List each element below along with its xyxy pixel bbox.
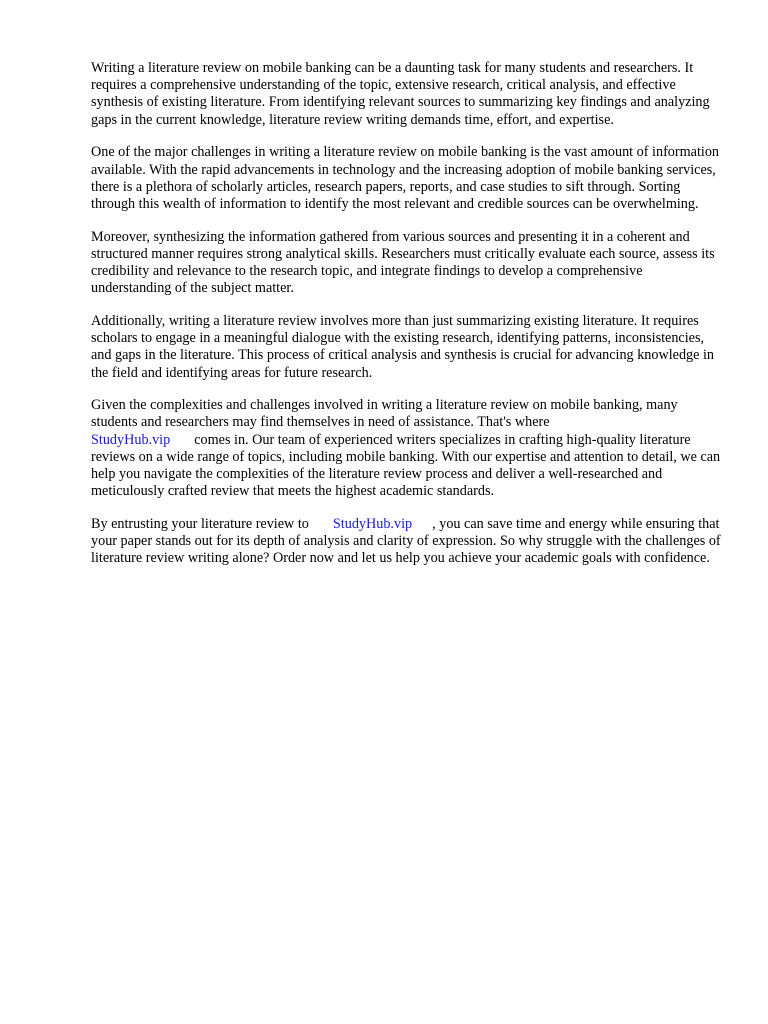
paragraph-assistance-text-after: comes in. Our team of experienced writers specializes in crafting high-quality literature reviews on a wide range of topics, including mobile banking. With our expertise and attention to detail, we can help you navigate the complexities of the literature review process and deliver a well-researched and meticulously crafted review that meets the highest academic standards. — [91, 431, 721, 500]
paragraph-assistance — [91, 397, 723, 500]
paragraph-challenges: One of the major challenges in writing a literature review on mobile banking is the vast amount of information available. With the rapid advancements in technology and the increasing adoption of mobile banking services, there is a plethora of scholarly articles, research papers, reports, and case studies to sift through. Sorting through this wealth of information to identify the most relevant and credible sources can be overwhelming. — [91, 144, 720, 212]
paragraph-dialogue: Additionally, writing a literature review involves more than just summarizing existing literature. It requires scholars to engage in a meaningful dialogue with the existing research, identifying patterns, inconsistencies, and gaps in the literature. This process of critical analysis and synthesis is crucial for advancing knowledge in the field and identifying areas for future research. — [91, 312, 715, 381]
paragraph-entrusting-text-before: By entrusting your literature review to — [91, 515, 309, 532]
studyhub-link[interactable]: StudyHub.vip — [91, 431, 171, 448]
studyhub-link-2[interactable]: StudyHub.vip — [332, 515, 413, 532]
paragraph-intro: Writing a literature review on mobile banking can be a daunting task for many students and researchers. It requires a comprehensive understanding of the topic, extensive research, critical analysis, and effective synthesis of existing literature. From identifying relevant sources to summarizing key findings and analyzing gaps in the current knowledge, literature review writing demands time, effort, and expertise. — [91, 60, 710, 128]
paragraph-synthesis: Moreover, synthesizing the information gathered from various sources and presenting it in a coherent and structured manner requires strong analytical skills. Researchers must critically evaluate each source, assess its credibility and relevance to the research topic, and integrate findings to develop a comprehensive understanding of the subject matter. — [91, 228, 715, 297]
paragraph-entrusting — [91, 516, 723, 568]
paragraph-assistance-text-before: Given the complexities and challenges involved in writing a literature review on mobile banking, many students and researchers may find themselves in need of assistance. That's where — [91, 397, 678, 431]
paragraph-entrusting-text-after: , you can save time and energy while ensuring that your paper stands out for its depth of analysis and clarity of expression. So why struggle with the challenges of literature review writing alone? Order now and let us help you achieve your academic goals with confidence. — [91, 515, 721, 567]
